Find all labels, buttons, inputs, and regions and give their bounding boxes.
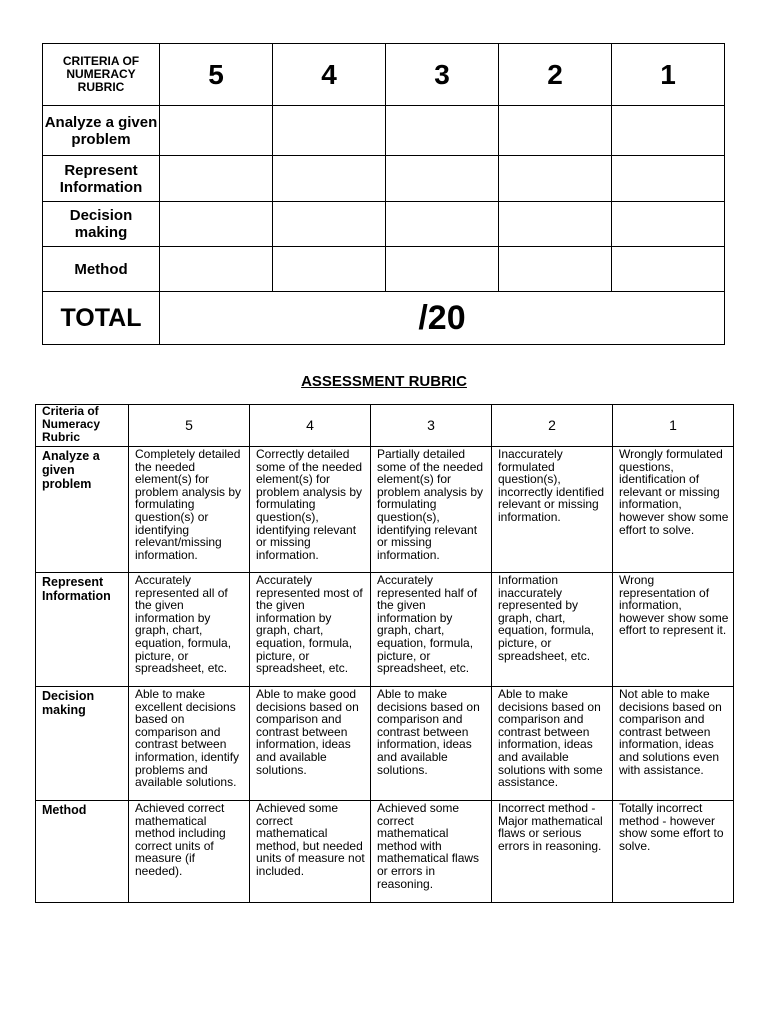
rubric-description: Totally incorrect method - however show some effort to solve. — [613, 801, 734, 903]
criteria-header: Criteria of Numeracy Rubric — [36, 405, 129, 447]
rubric-criterion: Method — [36, 801, 129, 903]
total-row — [43, 292, 725, 345]
score-header-4: 4 — [273, 44, 386, 106]
rubric-description: Able to make good decisions based on comparison and contrast between information, ideas and available solutions. — [250, 687, 371, 801]
assessment-rubric-heading: ASSESSMENT RUBRIC — [301, 373, 467, 390]
rubric-header-row — [36, 405, 734, 447]
score-cell[interactable] — [160, 202, 273, 247]
total-value: /20 — [160, 292, 725, 345]
rubric-criterion: Represent Information — [36, 573, 129, 687]
score-cell[interactable] — [273, 156, 386, 202]
score-header-2: 2 — [499, 44, 612, 106]
rubric-description: Partially detailed some of the needed element(s) for problem analysis by formulating question(s), identifying relevant or missing information. — [371, 447, 492, 573]
rubric-description: Wrongly formulated questions, identification of relevant or missing information, however show some effort to solve. — [613, 447, 734, 573]
score-cell[interactable] — [160, 156, 273, 202]
rubric-row — [36, 573, 734, 687]
score-cell[interactable] — [386, 247, 499, 292]
criterion-label: Analyze a given problem — [43, 106, 160, 156]
rubric-description: Accurately represented half of the given information by graph, chart, equation, formula, picture, or spreadsheet, etc. — [371, 573, 492, 687]
rubric-description: Correctly detailed some of the needed element(s) for problem analysis by formulating question(s), identifying relevant or missing information. — [250, 447, 371, 573]
score-header-5: 5 — [160, 44, 273, 106]
rubric-description: Wrong representation of information, however show some effort to represent it. — [613, 573, 734, 687]
criterion-label: Method — [43, 247, 160, 292]
criteria-header: CRITERIA OF NUMERACY RUBRIC — [43, 44, 160, 106]
score-cell[interactable] — [499, 202, 612, 247]
score-header-3: 3 — [386, 44, 499, 106]
rubric-description: Completely detailed the needed element(s) for problem analysis by formulating question(s) or identifying relevant/missing information. — [129, 447, 250, 573]
score-row — [43, 156, 725, 202]
score-cell[interactable] — [612, 202, 725, 247]
rubric-description: Incorrect method - Major mathematical flaws or serious errors in reasoning. — [492, 801, 613, 903]
rubric-score-header-2: 2 — [492, 405, 613, 447]
rubric-description: Able to make excellent decisions based on comparison and contrast between information, identify problems and available solutions. — [129, 687, 250, 801]
rubric-description: Accurately represented all of the given information by graph, chart, equation, formula, picture, or spreadsheet, etc. — [129, 573, 250, 687]
rubric-description: Information inaccurately represented by graph, chart, equation, formula, picture, or spreadsheet, etc. — [492, 573, 613, 687]
score-cell[interactable] — [499, 247, 612, 292]
rubric-description: Achieved some correct mathematical method, but needed units of measure not included. — [250, 801, 371, 903]
score-row — [43, 106, 725, 156]
total-label: TOTAL — [43, 292, 160, 345]
rubric-description: Able to make decisions based on comparison and contrast between information, ideas and available solutions. — [371, 687, 492, 801]
score-cell[interactable] — [386, 156, 499, 202]
score-cell[interactable] — [386, 202, 499, 247]
score-cell[interactable] — [612, 106, 725, 156]
score-cell[interactable] — [386, 106, 499, 156]
score-cell[interactable] — [273, 202, 386, 247]
score-row — [43, 247, 725, 292]
score-cell[interactable] — [273, 106, 386, 156]
score-table — [42, 43, 725, 345]
score-cell[interactable] — [612, 247, 725, 292]
score-cell[interactable] — [160, 247, 273, 292]
assessment-rubric-table — [35, 404, 734, 903]
rubric-description: Not able to make decisions based on comparison and contrast between information, ideas and solutions even with assistance. — [613, 687, 734, 801]
rubric-score-header-4: 4 — [250, 405, 371, 447]
rubric-description: Able to make decisions based on comparison and contrast between information, ideas and available solutions with some assistance. — [492, 687, 613, 801]
score-cell[interactable] — [499, 106, 612, 156]
rubric-score-header-1: 1 — [613, 405, 734, 447]
rubric-row — [36, 447, 734, 573]
rubric-score-header-5: 5 — [129, 405, 250, 447]
score-header-row — [43, 44, 725, 106]
rubric-description: Achieved correct mathematical method including correct units of measure (if needed). — [129, 801, 250, 903]
rubric-description: Inaccurately formulated question(s), incorrectly identified relevant or missing information. — [492, 447, 613, 573]
rubric-description: Accurately represented most of the given information by graph, chart, equation, formula, picture, or spreadsheet, etc. — [250, 573, 371, 687]
score-cell[interactable] — [160, 106, 273, 156]
rubric-criterion: Decision making — [36, 687, 129, 801]
score-cell[interactable] — [612, 156, 725, 202]
rubric-row — [36, 687, 734, 801]
rubric-criterion: Analyze a given problem — [36, 447, 129, 573]
criterion-label: Represent Information — [43, 156, 160, 202]
rubric-score-header-3: 3 — [371, 405, 492, 447]
score-cell[interactable] — [273, 247, 386, 292]
score-row — [43, 202, 725, 247]
score-header-1: 1 — [612, 44, 725, 106]
criterion-label: Decision making — [43, 202, 160, 247]
score-cell[interactable] — [499, 156, 612, 202]
rubric-row — [36, 801, 734, 903]
rubric-description: Achieved some correct mathematical method with mathematical flaws or errors in reasoning. — [371, 801, 492, 903]
